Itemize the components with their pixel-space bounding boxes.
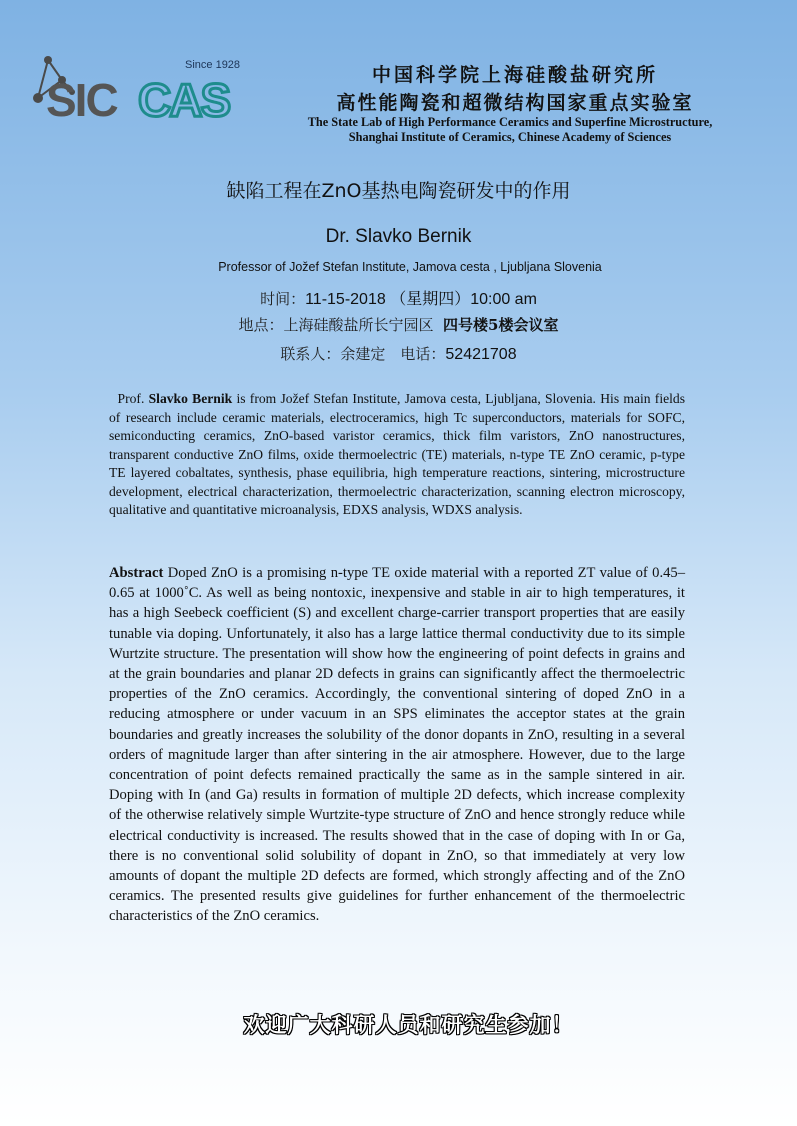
bio-text: is from Jožef Stefan Institute, Jamova cesta, Ljubljana, Slovenia. His main fields of research include ceramic materials, electroceramics, high Tc superconductors, materials for SOFC, semiconducting ceramics, ZnO-based varistor ceramics, thick film varistors, ZnO nanostructures, transparent conductive ZnO films, oxide thermoelectric (TE) materials, n-type TE ZnO ceramic, p-type TE layered cobaltates, synthesis, phase equilibria, high temperature reactions, sintering, microstructure development, electrical characterization, thermoelectric characterization, scanning electron microscopy, qualitative and quantitative microanalysis, EDXS analysis, WDXS analysis. xyxy=(109,391,686,517)
speaker-affiliation: Professor of Jožef Stefan Institute, Jamova cesta , Ljubljana Slovenia xyxy=(218,260,602,274)
place-line xyxy=(0,314,797,335)
bio-prefix: Prof. xyxy=(117,391,149,406)
talk-title: 缺陷工程在ZnO基热电陶瓷研发中的作用 xyxy=(226,180,571,202)
time-value: 11-15-2018 （星期四）10:00 am xyxy=(305,291,537,308)
place-label: 地点：上海硅酸盐所长宁园区 xyxy=(238,316,434,334)
contact-label: 联系人：余建定 电话： xyxy=(280,345,446,363)
speaker-name: Dr. Slavko Bernik xyxy=(325,226,472,247)
institute-name-cn: 中国科学院上海硅酸盐研究所 xyxy=(371,64,658,86)
contact-line xyxy=(0,343,797,364)
institute-name-en: Shanghai Institute of Ceramics, Chinese Academy of Sciences xyxy=(348,130,672,144)
lab-name-cn: 高性能陶瓷和超微结构国家重点实验室 xyxy=(336,92,694,114)
logo-text-cas: CAS xyxy=(138,74,230,126)
time-line xyxy=(0,286,797,309)
place-value: 四号楼5楼会议室 xyxy=(443,316,559,334)
bio-name: Slavko Bernik xyxy=(148,391,233,406)
contact-phone: 52421708 xyxy=(445,346,517,363)
speaker-bio xyxy=(109,390,685,520)
since-label: Since 1928 xyxy=(185,59,241,71)
time-label: 时间： xyxy=(260,290,306,308)
welcome-message: 欢迎广大科研人员和研究生参加！ xyxy=(243,1013,574,1037)
lab-name-en: The State Lab of High Performance Ceramics and Superfine Microstructure, xyxy=(307,115,713,129)
logo-text-sic: SIC xyxy=(46,74,117,126)
abstract-label: Abstract xyxy=(109,565,164,581)
abstract xyxy=(109,563,685,927)
abstract-text: Doped ZnO is a promising n-type TE oxide material with a reported ZT value of 0.45–0.65 at 1000˚C. As well as being nontoxic, inexpensive and stable in air to high temperatures, it has a high Seebeck coefficient (S) and excellent charge-carrier transport properties that are easily tunable via doping. Unfortunately, it also has a large lattice thermal conductivity due to its simple Wurtzite structure. The presentation will show how the engineering of point defects in grains and at the grain boundaries and planar 2D defects in grains can significantly affect the thermoelectric properties of the ZnO ceramics. Accordingly, the conventional sintering of doped ZnO in a reducing atmosphere or under vacuum in an SPS eliminates the acceptor states at the grain boundaries and greatly increases the solubility of the donor dopants in ZnO, resulting in a several orders of magnitude larger than after sintering in the air atmosphere. However, due to the large concentration of point defects remained practically the same as in the sample sintered in air. Doping with In (and Ga) results in formation of multiple 2D defects, which increase complexity of the otherwise relatively simple Wurtzite-type structure of ZnO and hence strongly reduce while electrical conductivity is increased. The results showed that in the case of doping with In or Ga, there is no conventional solid solubility of dopant in ZnO, so that immediately at very low amounts of dopant the multiple 2D defects are formed, which strongly affecting and of the ZnO ceramics. The presented results give guidelines for further enhancement of the thermoelectric characteristics of the ZnO ceramics. xyxy=(109,565,685,925)
